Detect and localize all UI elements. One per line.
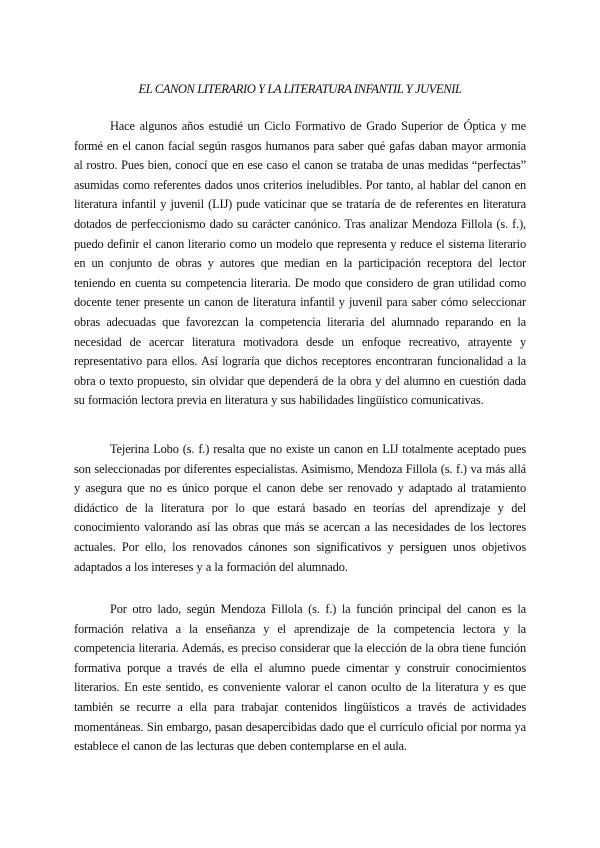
paragraph-2: Tejerina Lobo (s. f.) resalta que no existe un canon en LIJ totalmente aceptado pues son seleccionadas por diferentes especialistas. Asimismo, Mendoza Fillola (s. f.) va más allá y asegura que no es único porque el canon debe ser renovado y adaptado al tratamiento didáctico de la literatura por lo que estará basado en teorías del aprendizaje y del conocimiento valorando así las obras que más se acercan a las necesidades de los lectores actuales. Por ello, los renovados cánones son significativos y persiguen unos objetivos adaptados a los intereses y a la formación del alumnado. <box>74 442 526 574</box>
document-title: EL CANON LITERARIO Y LA LITERATURA INFANTIL Y JUVENIL <box>138 82 462 96</box>
paragraph-3: Por otro lado, según Mendoza Fillola (s. f.) la función principal del canon es la formación relativa a la enseñanza y el aprendizaje de la competencia lectora y la competencia literaria. Además, es preciso considerar que la elección de la obra tiene función formativa porque a través de ella el alumno puede cimentar y construir conocimientos literarios. En este sentido, es conveniente valorar el canon oculto de la literatura y es que también se recurre a ella para trabajar contenidos lingüísticos a través de actividades momentáneas. Sin embargo, pasan desapercibidas dado que el currículo oficial por norma ya establece el canon de las lecturas que deben contemplarse en el aula. <box>74 602 526 754</box>
paragraph-1: Hace algunos años estudié un Ciclo Formativo de Grado Superior de Óptica y me formé en el canon facial según rasgos humanos para saber qué gafas daban mayor armonía al rostro. Pues bien, conocí que en ese caso el canon se trataba de unas medidas “perfectas” asumidas como referentes dados unos criterios ineludibles. Por tanto, al hablar del canon en literatura infantil y juvenil (LIJ) pude vaticinar que se trataría de de referentes en literatura dotados de perfeccionismo dado su carácter canónico. Tras analizar Mendoza Fillola (s. f.), puedo definir el canon literario como un modelo que representa y reduce el sistema literario en un conjunto de obras y autores que median en la participación receptora del lector teniendo en cuenta su competencia literaria. De modo que considero de gran utilidad como docente tener presente un canon de literatura infantil y juvenil para saber cómo seleccionar obras adecuadas que favorezcan la competencia literaria del alumnado reparando en la necesidad de acercar literatura motivadora desde un enfoque recreativo, atrayente y representativo para ellos. Así lograría que dichos receptores encontraran funcionalidad a la obra o texto propuesto, sin olvidar que dependerá de la obra y del alumno en cuestión dada su formación lectora previa en literatura y sus habilidades lingüístico comunicativas. <box>74 119 526 408</box>
